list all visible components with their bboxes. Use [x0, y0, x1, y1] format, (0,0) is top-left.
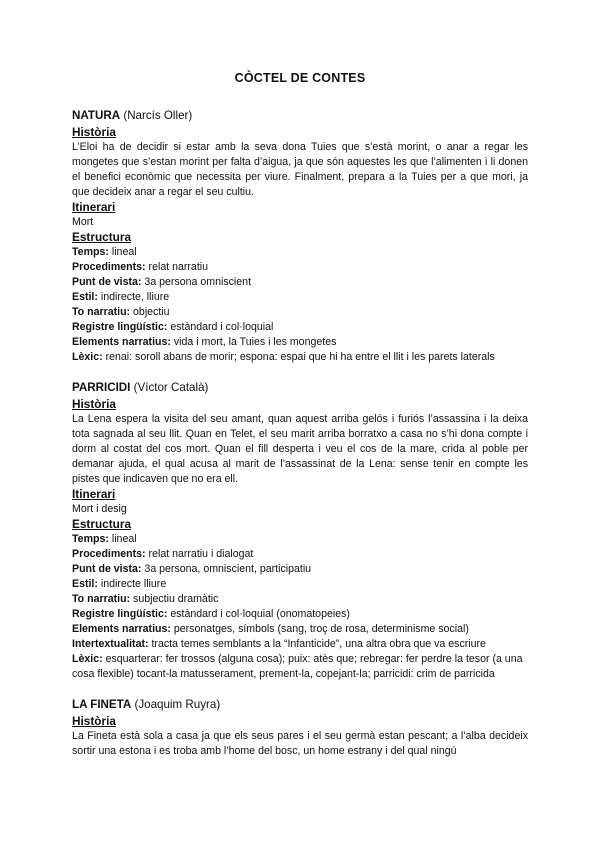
history-heading: Història: [72, 714, 116, 728]
field-key: Temps:: [72, 246, 109, 258]
field-key: Elements narratius:: [72, 336, 171, 348]
history-text: L’Eloi ha de decidir si estar amb la seva dona Tuies que s’està morint, o anar a regar les mongetes que s’estan morint per falta d’aigua, ja que són aquestes les que l’alimenten i li donen el benefici econòmic que necessita per viure. Finalment, prepara a la Tuies per a que mori, ja que decideix anar a regar el seu cultiu.: [72, 141, 528, 198]
story-title: PARRICIDI: [72, 381, 131, 394]
field-value: relat narratiu i dialogat: [148, 548, 254, 560]
field-key: Estil:: [72, 291, 98, 303]
structure-heading: Estructura: [72, 230, 132, 244]
field-punt-de-vista: [72, 562, 528, 577]
field-registre: [72, 320, 528, 335]
field-value: vida i mort, la Tuies i les mongetes: [173, 336, 337, 348]
history-heading: Història: [72, 397, 116, 411]
field-key: Punt de vista:: [72, 276, 142, 288]
field-key: Procediments:: [72, 548, 146, 560]
field-value: lineal: [111, 246, 137, 258]
field-value: tracta temes semblants a la “Infanticide”, una altra obra que va escriure: [151, 638, 486, 650]
field-value: indirecte, lliure: [100, 291, 170, 303]
itinerary-text: Mort: [72, 216, 94, 228]
story-author: (Víctor Català): [133, 381, 209, 394]
field-value: estàndard i col·loquial (onomatopeies): [170, 608, 350, 620]
story-parricidi: [72, 380, 528, 682]
field-temps: [72, 532, 528, 547]
history-text: La Lena espera la visita del seu amant, quan aquest arriba gelós i furiós l’assassina i la deixa tota sagnada al seu llit. Quan en Telet, el seu marit arriba borratxo a casa no s’hi dona compte i dorm al costat del cos mort. Quan el fill desperta i veu el cos de la mare, crida al poble per demanar ajuda, el qual acusa al marit de l’assassinat de la Lena: sense tenir en compte les pistes que indicaven que no era ell.: [72, 413, 528, 485]
field-key: Registre lingüístic:: [72, 321, 168, 333]
field-value: objectiu: [133, 306, 170, 318]
field-procediments: [72, 547, 528, 562]
story-title: NATURA: [72, 109, 121, 122]
field-estil: [72, 577, 528, 592]
field-elements: [72, 335, 528, 350]
itinerary-heading: Itinerari: [72, 487, 116, 501]
field-key: Intertextualitat:: [72, 638, 149, 650]
history-text: La Fineta està sola a casa ja que els seus pares i el seu germà estan pescant; a l’alba decideix sortir una estona i es troba amb l’home del bosc, un home estrany i del qual ningú: [72, 730, 528, 757]
field-key: Procediments:: [72, 261, 146, 273]
story-author: (Joaquim Ruyra): [134, 698, 221, 711]
field-lexic: [72, 350, 528, 365]
field-elements: [72, 622, 528, 637]
field-value: personatges, símbols (sang, troç de rosa, determinisme social): [173, 623, 469, 635]
field-key: Temps:: [72, 533, 109, 545]
field-value: renai: soroll abans de morir; espona: espai que hi ha entre el llit i les parets laterals: [105, 351, 495, 363]
story-natura: [72, 108, 528, 365]
field-estil: [72, 290, 528, 305]
field-procediments: [72, 260, 528, 275]
story-author: (Narcís Oller): [123, 109, 193, 122]
story-heading: [72, 108, 528, 124]
field-punt-de-vista: [72, 275, 528, 290]
field-registre: [72, 607, 528, 622]
history-heading: Història: [72, 125, 116, 139]
field-value: lineal: [111, 533, 137, 545]
story-heading: [72, 697, 528, 713]
field-key: Lèxic:: [72, 653, 103, 665]
field-key: To narratiu:: [72, 306, 131, 318]
field-key: Lèxic:: [72, 351, 103, 363]
field-value: esquarterar: fer trossos (alguna cosa); puix: atès que; rebregar: fer perdre la tesor (a una cosa flexible) tocant-la matusserament, prement-la, copejant-la; parricidi: crim de parricida: [72, 653, 523, 680]
field-lexic: [72, 652, 528, 682]
field-key: Registre lingüístic:: [72, 608, 168, 620]
field-value: indirecte lliure: [100, 578, 167, 590]
field-intertextualitat: [72, 637, 528, 652]
story-heading: [72, 380, 528, 396]
field-to-narratiu: [72, 305, 528, 320]
field-key: Estil:: [72, 578, 98, 590]
field-value: relat narratiu: [148, 261, 209, 273]
field-value: subjectiu dramàtic: [133, 593, 219, 605]
field-value: estàndard i col·loquial: [170, 321, 274, 333]
itinerary-text: Mort i desig: [72, 503, 127, 515]
field-key: Elements narratius:: [72, 623, 171, 635]
document-title: CÒCTEL DE CONTES: [234, 71, 366, 85]
field-key: Punt de vista:: [72, 563, 142, 575]
field-value: 3a persona omniscient: [144, 276, 252, 288]
story-title: LA FINETA: [72, 698, 132, 711]
structure-heading: Estructura: [72, 517, 132, 531]
itinerary-heading: Itinerari: [72, 200, 116, 214]
story-la-fineta: [72, 697, 528, 759]
field-value: 3a persona, omniscient, participatiu: [144, 563, 312, 575]
field-temps: [72, 245, 528, 260]
field-key: To narratiu:: [72, 593, 131, 605]
field-to-narratiu: [72, 592, 528, 607]
